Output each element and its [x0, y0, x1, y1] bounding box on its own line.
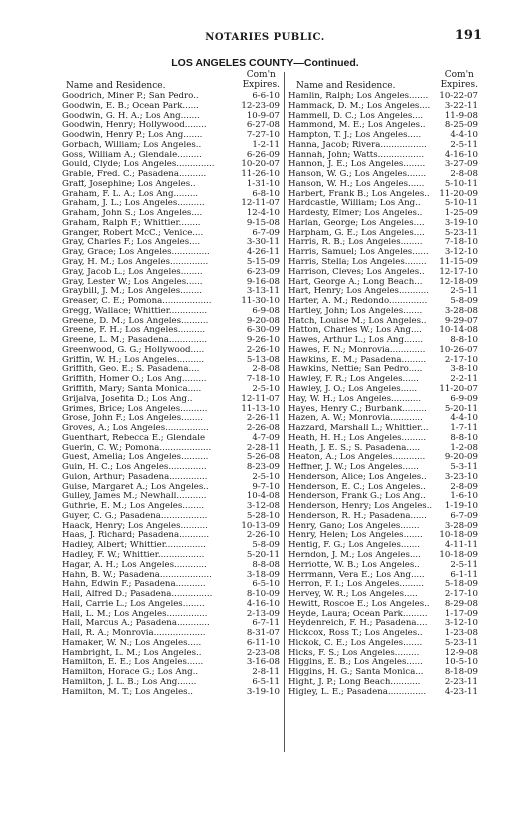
commission-expiry-date: 8-8-08 — [252, 559, 280, 570]
commission-expiry-date: 4-4-10 — [450, 130, 478, 141]
notary-name-residence: Heffner, J. W.; Los Angeles...... — [288, 463, 419, 473]
commission-expiry-date: 5-18-09 — [444, 579, 478, 590]
notary-name-residence: Henry, Gano; Los Angeles....... — [288, 521, 420, 531]
commission-expiry-date: 6-27-08 — [246, 120, 280, 131]
commission-expiry-date: 6-6-10 — [252, 91, 280, 101]
notary-name-residence: Henderson, Henry; Los Angeles.. — [288, 502, 433, 512]
notary-name-residence: Henderson, Frank G.; Los Ang.. — [288, 492, 426, 502]
notary-name-residence: Hampton, T. J.; Los Angeles..... — [288, 131, 422, 141]
notary-name-residence: Greaser, C. E.; Pomona.................. — [62, 297, 212, 307]
notary-name-residence: Graham, Ralph F.; Whittier........ — [62, 218, 201, 228]
left-column — [62, 70, 280, 697]
commission-expiry-date: 3-22-11 — [444, 100, 478, 111]
commission-expiry-date: 2-23-08 — [246, 647, 280, 658]
notary-name-residence: Griffith, Homer O.; Los Ang......... — [62, 375, 207, 385]
running-header-title: NOTARIES PUBLIC. — [205, 32, 325, 43]
commission-expiry-date: 6-1-11 — [450, 569, 478, 580]
column-divider — [284, 72, 285, 752]
notary-name-residence: Herndon, J. M.; Los Angeles.... — [288, 550, 421, 560]
notary-name-residence: Hazzard, Marshall L.; Whittier... — [288, 424, 429, 434]
commission-expiry-date: 11-9-08 — [444, 110, 478, 121]
commission-expiry-date: 4-23-11 — [444, 686, 478, 697]
commission-expiry-date: 2-26-11 — [246, 413, 280, 424]
commission-expiry-date: 5-10-11 — [444, 198, 478, 209]
notary-name-residence: Hamilton, E. E.; Los Angeles...... — [62, 658, 204, 668]
notary-name-residence: Graff, Josephine; Los Angeles.. — [62, 179, 196, 189]
commission-expiry-date: 3-12-10 — [444, 247, 478, 258]
notary-entry — [62, 658, 280, 668]
notary-name-residence: Graybill, J. M.; Los Angeles........ — [62, 287, 203, 297]
section-title: LOS ANGELES COUNTY—Continued. — [171, 57, 359, 69]
notary-name-residence: Goodwin, Henry P.; Los Ang....... — [62, 131, 203, 141]
commission-expiry-date: 2-2-11 — [450, 374, 478, 385]
commission-expiry-date: 12-18-09 — [439, 276, 478, 287]
notary-name-residence: Guthrie, E. M.; Los Angeles........ — [62, 502, 205, 512]
commission-expiry-date: 2-8-11 — [252, 667, 280, 678]
commission-expiry-date: 1-2-11 — [252, 139, 280, 150]
notary-name-residence: Guion, Arthur; Pasadena.............. — [62, 472, 208, 482]
commission-expiry-date: 5-20-11 — [246, 549, 280, 560]
commission-expiry-date: 3-27-09 — [444, 159, 478, 170]
commission-expiry-date: 8-18-09 — [444, 667, 478, 678]
commission-expiry-date: 5-23-11 — [444, 227, 478, 238]
notary-entry — [62, 668, 280, 678]
commission-expiry-date: 3-13-11 — [246, 286, 280, 297]
commission-expiry-date: 10-9-07 — [246, 110, 280, 121]
commission-expiry-date: 1-31-10 — [246, 178, 280, 189]
commission-expiry-date: 3-28-08 — [444, 305, 478, 316]
notary-name-residence: Higgins, H. G.; Santa Monica... — [288, 668, 424, 678]
comn-heading-line2: Expires. — [242, 80, 280, 90]
notary-name-residence: Herrmann, Vera E.; Los Ang..... — [288, 570, 425, 580]
right-column — [288, 70, 478, 697]
notary-name-residence: Gould, Clyde; Los Angeles.............. — [62, 160, 215, 170]
notary-name-residence: Hall, R. A.; Monrovia................... — [62, 629, 206, 639]
notary-name-residence: Hentig, F. G.; Los Angeles....... — [288, 541, 421, 551]
notary-name-residence: Guest, Amelia; Los Angeles.......... — [62, 453, 209, 463]
notary-name-residence: Harris, Samuel; Los Angeles...... — [288, 248, 429, 258]
commission-expiry-date: 8-29-08 — [444, 598, 478, 609]
commission-expiry-date: 2-8-08 — [450, 169, 478, 180]
notary-name-residence: Hall, Marcus A.; Pasadena............ — [62, 619, 210, 629]
notary-name-residence: Hadley, F. W.; Whittier................. — [62, 550, 205, 560]
commission-expiry-date: 8-31-07 — [246, 628, 280, 639]
commission-expiry-date: 3-8-10 — [450, 364, 478, 375]
notary-name-residence: Henderson, E. C.; Los Angeles.. — [288, 482, 426, 492]
commission-expiry-date: 11-26-10 — [241, 169, 280, 180]
commission-expiry-date: 7-18-10 — [444, 237, 478, 248]
notary-name-residence: Guin, H. C.; Los Angeles.............. — [62, 463, 207, 473]
commission-expiry-date: 9-29-07 — [444, 315, 478, 326]
notary-name-residence: Gray, Jacob L.; Los Angeles........ — [62, 267, 203, 277]
commission-expiry-date: 2-23-11 — [444, 676, 478, 687]
notary-name-residence: Heath, J. E. S.; S. Pasadena..... — [288, 443, 421, 453]
notary-name-residence: Hicks, F. S.; Los Angeles......... — [288, 648, 420, 658]
commission-expiry-date: 6-9-09 — [450, 393, 478, 404]
notary-name-residence: Grijalva, Josefita D.; Los Ang.. — [62, 394, 193, 404]
commission-expiry-date: 5-20-11 — [444, 403, 478, 414]
commission-expiry-date: 3-30-11 — [246, 237, 280, 248]
commission-expiry-date: 9-20-08 — [246, 315, 280, 326]
commission-expiry-date: 6-7-11 — [252, 618, 280, 629]
notary-name-residence: Hervey, W. R.; Los Angeles..... — [288, 590, 418, 600]
notary-name-residence: Higley, L. E.; Pasadena.............. — [288, 687, 427, 697]
notary-name-residence: Grable, Fred. C.; Pasadena.......... — [62, 170, 207, 180]
commission-expiry-date: 2-5-11 — [450, 286, 478, 297]
commission-expiry-date: 6-8-10 — [252, 188, 280, 199]
notary-name-residence: Hawley, F. R.; Los Angeles...... — [288, 375, 419, 385]
commission-expiry-date: 10-20-07 — [241, 159, 280, 170]
notary-name-residence: Hannah, John; Watts................. — [288, 150, 425, 160]
notary-name-residence: Hazen, A. W.; Monrovia............ — [288, 414, 423, 424]
notary-name-residence: Henry, Helen; Los Angeles....... — [288, 531, 423, 541]
notary-name-residence: Griffith, Geo. E.; S. Pasadena.... — [62, 365, 200, 375]
notary-entry — [62, 375, 280, 385]
notary-name-residence: Harlan, George; Los Angeles.... — [288, 218, 425, 228]
commission-expiry-date: 2-5-10 — [252, 471, 280, 482]
notary-name-residence: Goodwin, E. B.; Ocean Park...... — [62, 101, 199, 111]
commission-expiry-date: 2-13-09 — [246, 608, 280, 619]
notary-name-residence: Gulley, James M.; Newhall........... — [62, 492, 207, 502]
notary-name-residence: Groves, A.; Los Angeles................ — [62, 424, 209, 434]
notary-name-residence: Goodrich, Miner P.; San Pedro.. — [62, 92, 199, 101]
commission-expiry-date: 11-20-07 — [439, 383, 478, 394]
notary-name-residence: Hartley, John; Los Angeles....... — [288, 306, 423, 316]
commission-expiry-date: 8-25-09 — [444, 120, 478, 131]
commission-expiry-date: 8-10-09 — [246, 589, 280, 600]
notary-name-residence: Hannon, J. E.; Los Angeles........ — [288, 160, 426, 170]
commission-expiry-date: 3-12-10 — [444, 618, 478, 629]
right-entry-list — [288, 92, 478, 697]
notary-name-residence: Hayes, Henry C.; Burbank......... — [288, 404, 427, 414]
notary-name-residence: Henderson, Alice; Los Angeles.. — [288, 472, 427, 482]
commission-expiry-date: 3-28-09 — [444, 520, 478, 531]
commission-expiry-date: 12-4-10 — [246, 208, 280, 219]
commission-expiry-date: 12-9-08 — [444, 647, 478, 658]
notary-name-residence: Hammell, D. C.; Los Angeles.... — [288, 111, 424, 121]
notary-name-residence: Hatton, Charles W.; Los Ang.... — [288, 326, 422, 336]
left-column-header — [62, 70, 280, 92]
comn-heading-line1: Com'n — [246, 70, 276, 80]
commission-expiry-date: 11-20-09 — [439, 188, 478, 199]
notary-name-residence: Gorbach, William; Los Angeles.. — [62, 140, 202, 150]
notary-name-residence: Hatch, Louise M.; Los Angeles.. — [288, 316, 427, 326]
commission-expiry-date: 2-5-11 — [450, 559, 478, 570]
commission-expiry-date: 2-26-08 — [246, 423, 280, 434]
name-residence-heading: Name and Residence. — [296, 81, 396, 91]
notary-entry — [62, 610, 280, 620]
commission-expiry-date: 5-10-11 — [444, 178, 478, 189]
commission-expiry-date: 4-16-10 — [246, 598, 280, 609]
commission-expiry-date: 9-26-10 — [246, 335, 280, 346]
commission-expiry-date: 2-17-10 — [444, 354, 478, 365]
commission-expiry-date: 5-23-11 — [444, 637, 478, 648]
commission-expiry-date: 1-2-08 — [450, 442, 478, 453]
notary-name-residence: Griffin, W. H.; Los Angeles.......... — [62, 355, 205, 365]
notary-name-residence: Hickok, C. E.; Los Angeles....... — [288, 638, 423, 648]
commission-expiry-date: 8-8-10 — [450, 432, 478, 443]
commission-expiry-date: 8-23-09 — [246, 462, 280, 473]
commission-expiry-date: 5-3-11 — [450, 462, 478, 473]
notary-name-residence: Higgins, E. B.; Los Angeles...... — [288, 658, 423, 668]
notary-name-residence: Hanson, W. G.; Los Angeles....... — [288, 170, 427, 180]
commission-expiry-date: 9-7-10 — [252, 481, 280, 492]
notary-entry — [62, 356, 280, 366]
name-residence-heading: Name and Residence. — [66, 81, 166, 91]
commission-expiry-date: 9-15-08 — [246, 217, 280, 228]
notary-name-residence: Hanson, W. H.; Los Angeles...... — [288, 179, 425, 189]
commission-expiry-date: 1-23-08 — [444, 628, 478, 639]
commission-expiry-date: 2-8-08 — [252, 364, 280, 375]
comn-heading-line1: Com'n — [444, 70, 474, 80]
commission-expiry-date: 12-11-07 — [241, 198, 280, 209]
notary-name-residence: Hanna, Jacob; Rivera................. — [288, 140, 427, 150]
commission-expiry-date: 3-23-10 — [444, 471, 478, 482]
commission-expiry-date: 6-7-09 — [252, 227, 280, 238]
notary-name-residence: Grose, John F.; Los Angeles........ — [62, 414, 203, 424]
notary-name-residence: Harbert, Frank B.; Los Angeles.. — [288, 189, 430, 199]
notary-name-residence: Heath, H. H.; Los Angeles......... — [288, 433, 427, 443]
notary-name-residence: Graham, F. L. A.; Los Ang......... — [62, 189, 199, 199]
notary-name-residence: Granger, Robert McC.; Venice.... — [62, 228, 204, 238]
notary-name-residence: Graham, John S.; Los Angeles.... — [62, 209, 203, 219]
notary-name-residence: Hardesty, Elmer; Los Angeles.. — [288, 209, 423, 219]
notary-name-residence: Hawkins, Nettie; San Pedro..... — [288, 365, 423, 375]
commission-expiry-date: 5-15-09 — [246, 257, 280, 268]
commission-expiry-date: 6-7-09 — [450, 510, 478, 521]
commission-expiry-date: 2-28-11 — [246, 442, 280, 453]
notary-name-residence: Gray, H. M.; Los Angeles.............. — [62, 258, 209, 268]
commission-expiry-date: 4-16-10 — [444, 149, 478, 160]
notary-name-residence: Hamilton, M. T.; Los Angeles.. — [62, 687, 194, 697]
notary-name-residence: Heydenreich, F. H.; Pasadena.... — [288, 619, 428, 629]
commission-expiry-date: 10-13-09 — [241, 520, 280, 531]
notary-name-residence: Henderson, R. H.; Pasadena...... — [288, 511, 427, 521]
notary-entry — [288, 688, 478, 698]
notary-name-residence: Griffith, Mary; Santa Monica..... — [62, 384, 202, 394]
notary-name-residence: Hamilton, J. L. B.; Los Ang....... — [62, 677, 197, 687]
notary-name-residence: Gregg, Wallace; Whittier.............. — [62, 306, 208, 316]
notary-name-residence: Hadley, Albert; Whittier............... — [62, 541, 206, 551]
notary-name-residence: Harpham, G. E.; Los Angeles.... — [288, 228, 425, 238]
right-column-header — [288, 70, 478, 92]
notary-name-residence: Herron, F. I.; Los Angeles......... — [288, 580, 424, 590]
notary-name-residence: Hamaker, W. N.; Los Angeles..... — [62, 638, 202, 648]
notary-name-residence: Hawes, F. N.; Monrovia............. — [288, 345, 426, 355]
commission-expiry-date: 3-12-08 — [246, 501, 280, 512]
commission-expiry-date: 6-30-09 — [246, 325, 280, 336]
notary-name-residence: Hart, George A.; Long Beach... — [288, 277, 423, 287]
commission-expiry-date: 7-18-10 — [246, 374, 280, 385]
notary-name-residence: Haack, Henry; Los Angeles.......... — [62, 521, 208, 531]
commission-expiry-date: 10-18-09 — [439, 549, 478, 560]
commission-expiry-date: 4-4-10 — [450, 413, 478, 424]
commission-expires-heading — [441, 70, 478, 90]
notary-entry — [62, 180, 280, 190]
commission-expiry-date: 7-27-10 — [246, 130, 280, 141]
notary-name-residence: Harris, Stella; Los Angeles........ — [288, 258, 427, 268]
notary-name-residence: Hawes, Arthur L.; Los Ang....... — [288, 336, 424, 346]
commission-expiry-date: 8-8-10 — [450, 335, 478, 346]
page-number: 191 — [454, 28, 482, 43]
commission-expiry-date: 5-8-09 — [252, 540, 280, 551]
notary-name-residence: Hall, Carrie L.; Los Angeles........ — [62, 599, 205, 609]
notary-name-residence: Hall, Alfred D.; Pasadena............... — [62, 590, 213, 600]
notary-name-residence: Hight, J. P.; Long Beach........... — [288, 677, 421, 687]
commission-expiry-date: 3-18-09 — [246, 569, 280, 580]
commission-expiry-date: 9-16-08 — [246, 276, 280, 287]
notary-name-residence: Goss, William A.; Glendale......... — [62, 150, 202, 160]
commission-expiry-date: 6-11-10 — [246, 637, 280, 648]
notary-name-residence: Hawkins, E. M.; Pasadena......... — [288, 355, 427, 365]
comn-heading-line2: Expires. — [440, 80, 478, 90]
notary-name-residence: Heyde, Laura; Ocean Park......... — [288, 609, 428, 619]
commission-expiry-date: 11-13-10 — [241, 403, 280, 414]
notary-name-residence: Herriotte, W. B.; Los Angeles.. — [288, 560, 420, 570]
notary-name-residence: Hardcastle, William; Los Ang.. — [288, 199, 421, 209]
commission-expiry-date: 10-18-09 — [439, 530, 478, 541]
commission-expiry-date: 1-6-10 — [450, 491, 478, 502]
commission-expiry-date: 5-28-10 — [246, 510, 280, 521]
commission-expiry-date: 10-26-07 — [439, 344, 478, 355]
notary-name-residence: Hamilton, Horace G.; Los Ang.. — [62, 668, 199, 678]
notary-name-residence: Greene, D. M.; Los Angeles.......... — [62, 316, 209, 326]
commission-expiry-date: 2-17-10 — [444, 589, 478, 600]
notary-entry — [62, 297, 280, 307]
notary-name-residence: Harris, R. B.; Los Angeles........ — [288, 238, 423, 248]
notary-name-residence: Gray, Charles F.; Los Angeles.... — [62, 238, 201, 248]
notary-entry — [62, 131, 280, 141]
commission-expiry-date: 1-19-10 — [444, 501, 478, 512]
notary-name-residence: Goodwin, Henry; Hollywood........ — [62, 121, 207, 131]
notary-name-residence: Hawley, J. O.; Los Angeles...... — [288, 384, 418, 394]
commission-expiry-date: 2-5-10 — [252, 383, 280, 394]
commission-expiry-date: 3-19-10 — [444, 217, 478, 228]
commission-expiry-date: 2-8-09 — [450, 481, 478, 492]
commission-expiry-date: 4-11-11 — [444, 540, 478, 551]
commission-expiry-date: 9-20-09 — [444, 452, 478, 463]
notary-name-residence: Grimes, Brice; Los Angeles.......... — [62, 404, 208, 414]
notary-name-residence: Harrison, Cleves; Los Angeles.. — [288, 267, 425, 277]
commission-expiry-date: 6-5-11 — [252, 676, 280, 687]
notary-name-residence: Guyer, C. G.; Pasadena................. — [62, 511, 208, 521]
commission-expiry-date: 10-14-08 — [439, 325, 478, 336]
notary-name-residence: Hahn, Edwin F.; Pasadena........... — [62, 580, 206, 590]
notary-name-residence: Hammond, M. E.; Los Angeles.. — [288, 121, 426, 131]
notary-name-residence: Greene, L. M.; Pasadena.............. — [62, 336, 208, 346]
notary-name-residence: Hewitt, Roscoe E.; Los Angeles.. — [288, 599, 430, 609]
commission-expiry-date: 10-4-08 — [246, 491, 280, 502]
notary-name-residence: Hamlin, Ralph; Los Angeles....... — [288, 92, 429, 101]
notary-name-residence: Guenthart, Rebecca E.; Glendale — [62, 433, 206, 443]
notary-entry — [62, 688, 280, 698]
notary-entry — [62, 424, 280, 434]
notary-name-residence: Graham, J. L.; Los Angeles.......... — [62, 199, 205, 209]
commission-expiry-date: 6-26-09 — [246, 149, 280, 160]
commission-expiry-date: 6-9-08 — [252, 305, 280, 316]
commission-expiry-date: 5-26-08 — [246, 452, 280, 463]
notary-name-residence: Hambright, L. M.; Los Angeles.. — [62, 648, 202, 658]
commission-expiry-date: 5-8-09 — [450, 296, 478, 307]
notary-name-residence: Goodwin, G. H. A.; Los Ang....... — [62, 111, 200, 121]
commission-expiry-date: 2-5-11 — [450, 139, 478, 150]
notary-entry — [62, 531, 280, 541]
notary-name-residence: Hammack, D. M.; Los Angeles.... — [288, 101, 431, 111]
notary-entry — [62, 571, 280, 581]
commission-expiry-date: 6-5-10 — [252, 579, 280, 590]
commission-expiry-date: 1-25-09 — [444, 208, 478, 219]
notary-name-residence: Guerin, C. W.; Pomona................... — [62, 443, 212, 453]
commission-expiry-date: 5-13-08 — [246, 354, 280, 365]
left-entry-list — [62, 92, 280, 697]
commission-expiry-date: 11-30-10 — [241, 296, 280, 307]
commission-expires-heading — [243, 70, 280, 90]
commission-expiry-date: 1-17-09 — [444, 608, 478, 619]
notary-name-residence: Heaton, A.; Los Angeles............ — [288, 453, 426, 463]
commission-expiry-date: 4-26-11 — [246, 247, 280, 258]
commission-expiry-date: 12-23-09 — [241, 100, 280, 111]
notary-name-residence: Hall, L. M.; Los Angeles............... — [62, 609, 208, 619]
commission-expiry-date: 3-16-08 — [246, 657, 280, 668]
notary-name-residence: Greene, F. H.; Los Angeles.......... — [62, 326, 206, 336]
commission-expiry-date: 2-26-10 — [246, 530, 280, 541]
commission-expiry-date: 2-26-10 — [246, 344, 280, 355]
notary-entry — [62, 551, 280, 561]
commission-expiry-date: 12-17-10 — [439, 266, 478, 277]
notary-name-residence: Hagar, A. H.; Los Angeles............ — [62, 560, 207, 570]
notary-name-residence: Greenwood, G. G.; Hollywood..... — [62, 345, 205, 355]
notary-entry — [62, 473, 280, 483]
notary-name-residence: Haas, J. Richard; Pasadena........... — [62, 531, 210, 541]
notary-entry — [62, 463, 280, 473]
commission-expiry-date: 10-5-10 — [444, 657, 478, 668]
commission-expiry-date: 11-15-09 — [439, 257, 478, 268]
notary-name-residence: Hahn, B. W.; Pasadena................... — [62, 570, 212, 580]
notary-name-residence: Hart, Henry; Los Angeles........... — [288, 287, 429, 297]
notary-name-residence: Hickcox, Ross T.; Los Angeles.. — [288, 629, 423, 639]
notary-name-residence: Gray, Grace; Los Angeles.............. — [62, 248, 210, 258]
commission-expiry-date: 4-7-09 — [252, 432, 280, 443]
commission-expiry-date: 12-11-07 — [241, 393, 280, 404]
notary-name-residence: Hay, W. H.; Los Angeles........... — [288, 394, 422, 404]
notary-name-residence: Harter, A. M.; Redondo.............. — [288, 297, 428, 307]
notary-entry — [62, 219, 280, 229]
commission-expiry-date: 6-23-09 — [246, 266, 280, 277]
notary-name-residence: Guise, Margaret A.; Los Angeles.. — [62, 482, 209, 492]
commission-expiry-date: 10-22-07 — [439, 91, 478, 101]
commission-expiry-date: 1-7-11 — [450, 423, 478, 434]
commission-expiry-date: 3-19-10 — [246, 686, 280, 697]
notary-name-residence: Gray, Lester W.; Los Angeles...... — [62, 277, 203, 287]
